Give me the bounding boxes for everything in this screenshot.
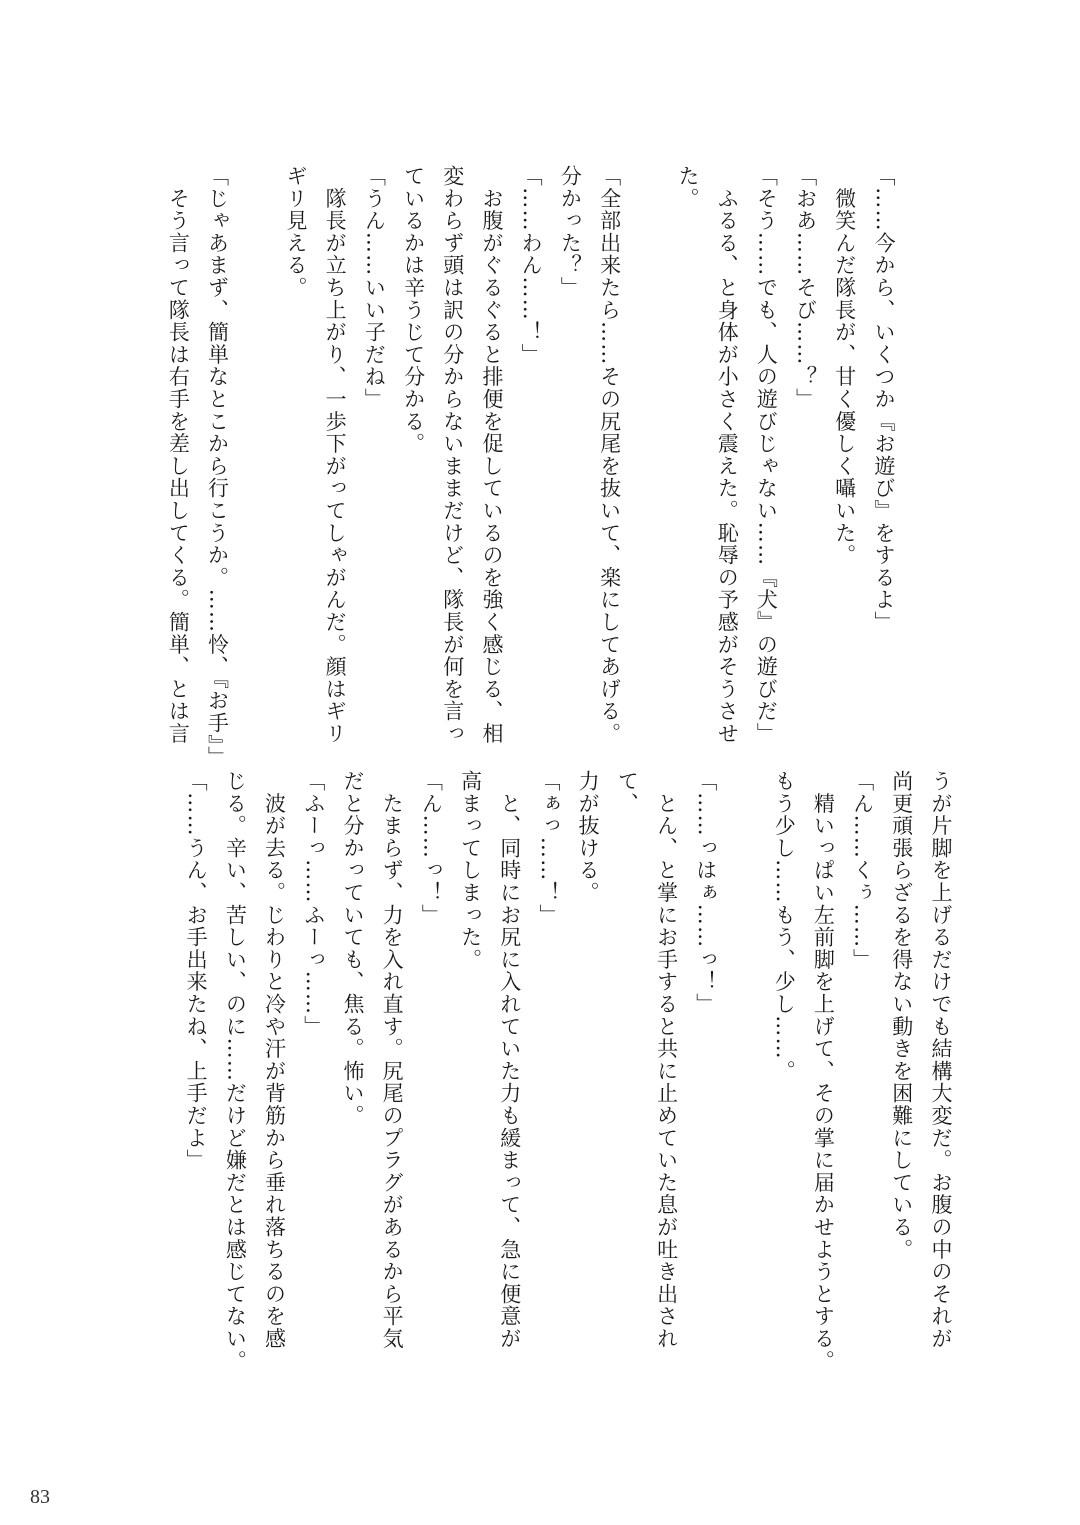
text-line: 「……っはぁ……っ！」 [693,770,718,1016]
text-line: 「……わん……！」 [519,165,544,366]
blank-line [237,165,276,765]
text-line: 「ん……っ！」 [419,770,444,927]
blank-line [629,165,668,765]
text-line: 「全部出来たら……その尻尾を抜いて、楽にしてあげる。 [597,165,622,745]
blank-line [725,770,764,1370]
page-number: 83 [30,1486,50,1508]
text-line: 「うん……いい子だね」 [362,165,387,411]
text-line: 「ん……くぅ……」 [850,770,875,971]
text-line: 微笑んだ隊長が、甘く優しく囁いた。 [832,165,857,567]
text-block-top [158,165,903,769]
text-line: ふるる、と身体が小さく震えた。恥辱の予感がそうさせ [715,165,740,745]
text-line: 尚更頑張らざるを得ない動きを困難にしている。 [889,770,914,1261]
text-line: ギリ見える。 [283,165,308,299]
text-line: 「ぁっ……！」 [536,770,561,927]
text-line: 「じゃあまず、簡単なとこから行こうか。……怜、『お手』」 [205,165,230,769]
text-block-bottom [176,770,960,1373]
text-line: ているかは辛うじて分かる。 [401,165,426,455]
text-line: 力が抜ける。 [576,770,601,904]
text-line: 「……うん、お手出来たね、上手だよ」 [184,770,209,1172]
text-line: 分かった？」 [558,165,583,299]
text-line: 「おあ……そび……？」 [793,165,818,411]
text-line: 変わらず頭は訳の分からないままだけど、隊長が何を言っ [440,165,465,745]
text-line: 「ふーっ……ふーっ……」 [301,770,326,1038]
text-line: と、同時にお尻に入れていた力も緩まって、急に便意が [497,770,522,1350]
text-line: 波が去る。じわりと冷や汗が背筋から垂れ落ちるのを感 [262,770,287,1350]
text-line: 隊長が立ち上がり、一歩下がってしゃがんだ。顔はギリ [323,165,348,745]
text-line: そう言って隊長は右手を差し出してくる。簡単、とは言 [166,165,191,745]
text-line: もう少し……もう、少し……。 [772,770,797,1083]
text-line: て、 [615,770,640,815]
text-line: た。 [675,165,700,210]
text-line: 「……今から、いくつか『お遊び』をするよ」 [872,165,896,634]
text-line: だと分かっていても、焦る。怖い。 [340,770,365,1127]
text-line: 高まってしまった。 [458,770,483,971]
text-line: じる。辛い、苦しい、のに……だけど嫌だとは感じてない。 [223,770,248,1373]
text-line: うが片脚を上げるだけでも結構大変だ。お腹の中のそれが [929,770,953,1350]
text-line: たまらず、力を入れ直す。尻尾のプラグがあるから平気 [380,770,405,1350]
text-line: 精いっぱい左前脚を上げて、その掌に届かせようとする。 [811,770,836,1373]
text-line: とん、と掌にお手すると共に止めていた息が吐き出され [654,770,679,1350]
text-line: 「そう……でも、人の遊びじゃない……『犬』の遊びだ」 [754,165,779,745]
text-line: お腹がぐるぐると排便を促しているのを強く感じる、相 [479,165,504,745]
